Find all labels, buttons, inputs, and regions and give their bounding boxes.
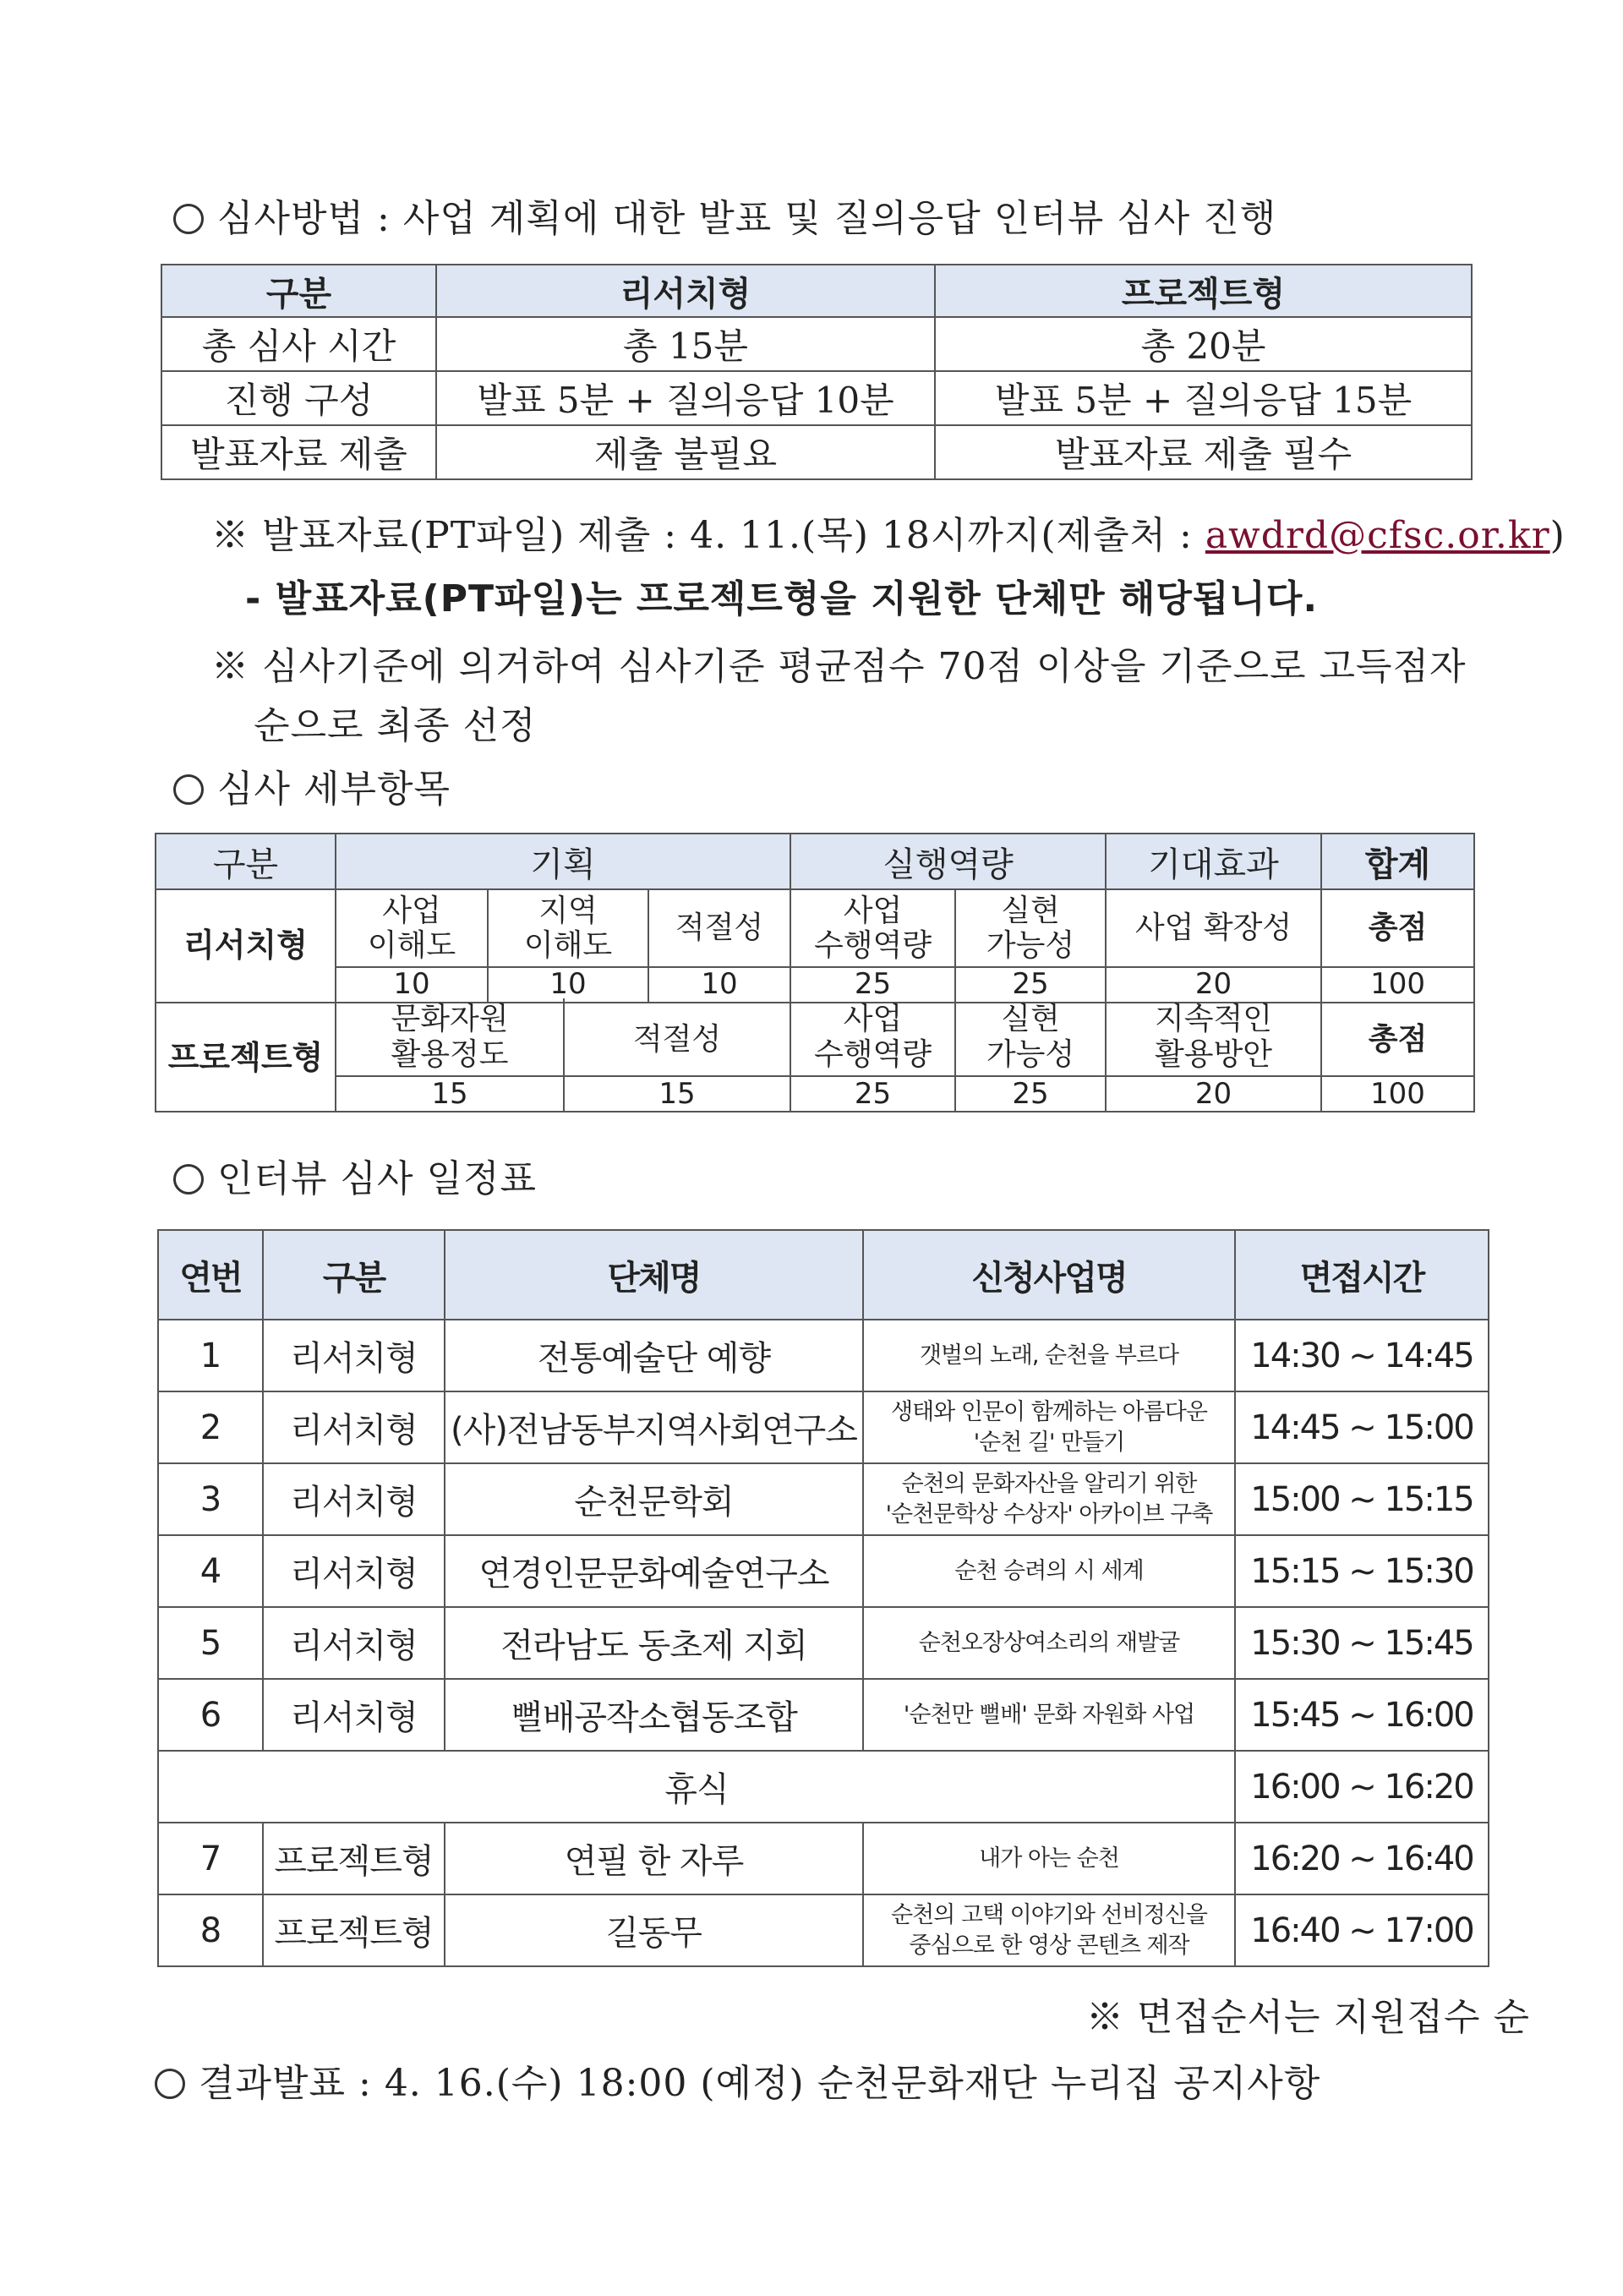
table-cell: 제출 불필요 [436, 425, 935, 479]
score-cell: 20 [1106, 967, 1321, 1003]
row-type: 리서치형 [263, 1679, 445, 1751]
score-cell: 25 [790, 967, 955, 1003]
table-row [161, 425, 1472, 479]
row-number: 2 [158, 1391, 263, 1463]
row-time: 16:40 ~ 17:00 [1235, 1894, 1489, 1966]
note-criteria-line2: 순으로 최종 선정 [254, 704, 537, 747]
row-time: 15:30 ~ 15:45 [1235, 1607, 1489, 1679]
table-row [158, 1607, 1489, 1679]
row-type: 리서치형 [263, 1320, 445, 1391]
table-header-row [161, 265, 1472, 317]
row-number: 8 [158, 1894, 263, 1966]
table-header: 구분 [263, 1230, 445, 1320]
table-header: 면접시간 [1235, 1230, 1489, 1320]
break-row [158, 1751, 1489, 1823]
table-cell: 적절성 [648, 889, 790, 967]
score-cell: 10 [336, 967, 488, 1003]
row-label: 리서치형 [156, 889, 336, 1003]
score-cell: 15 [564, 1076, 790, 1112]
score-cell: 20 [1106, 1076, 1321, 1112]
note-criteria-line1: ※ 심사기준에 의거하여 심사기준 평균점수 70점 이상을 기준으로 고득점자 [211, 645, 1467, 688]
row-number: 6 [158, 1679, 263, 1751]
row-number: 1 [158, 1320, 263, 1391]
row-number: 3 [158, 1463, 263, 1535]
table-row [161, 371, 1472, 425]
table-cell: 발표자료 제출 필수 [935, 425, 1472, 479]
score-cell: 15 [336, 1076, 564, 1112]
table-row [161, 317, 1472, 371]
row-business: 순천 승려의 시 세계 [863, 1535, 1235, 1607]
row-time: 15:15 ~ 15:30 [1235, 1535, 1489, 1607]
row-number: 4 [158, 1535, 263, 1607]
row-org: 전통예술단 예향 [445, 1320, 863, 1391]
circle-bullet-icon [155, 2069, 185, 2099]
table-cell: 총점 [1321, 889, 1474, 967]
table-cell: 사업 이해도 [336, 889, 488, 967]
table-header: 합계 [1321, 834, 1474, 889]
table-cell: 발표 5분 + 질의응답 15분 [935, 371, 1472, 425]
circle-bullet-icon [173, 1164, 204, 1194]
row-number: 5 [158, 1607, 263, 1679]
table-cell: 총 20분 [935, 317, 1472, 371]
row-org: 길동무 [445, 1894, 863, 1966]
table-cell: 지역 이해도 [488, 889, 648, 967]
row-business: 순천오장상여소리의 재발굴 [863, 1607, 1235, 1679]
criteria-table-project [155, 998, 1475, 1112]
section-result: 결과발표 : 4. 16.(수) 18:00 (예정) 순천문화재단 누리집 공지사항 [155, 2053, 1320, 2107]
row-business: 내가 아는 순천 [863, 1823, 1235, 1894]
table-row [158, 1823, 1489, 1894]
row-type: 프로젝트형 [263, 1823, 445, 1894]
table-row [158, 1391, 1489, 1463]
method-table [161, 264, 1473, 480]
table-header: 실행역량 [790, 834, 1106, 889]
table-header: 기대효과 [1106, 834, 1321, 889]
table-row [156, 889, 1474, 967]
table-header: 기획 [336, 834, 790, 889]
table-cell: 실현 가능성 [955, 889, 1106, 967]
table-header: 구분 [156, 834, 336, 889]
score-cell: 100 [1321, 1076, 1474, 1112]
break-time: 16:00 ~ 16:20 [1235, 1751, 1489, 1823]
row-org: 연필 한 자루 [445, 1823, 863, 1894]
score-cell: 100 [1321, 967, 1474, 1003]
section-schedule: 인터뷰 심사 일정표 [173, 1148, 537, 1202]
circle-bullet-icon [173, 204, 204, 234]
row-type: 리서치형 [263, 1607, 445, 1679]
row-label: 프로젝트형 [156, 998, 336, 1112]
section-method: 심사방법 : 사업 계획에 대한 발표 및 질의응답 인터뷰 심사 진행 [173, 188, 1276, 242]
row-org: 연경인문문화예술연구소 [445, 1535, 863, 1607]
table-cell: 지속적인 활용방안 [1106, 998, 1321, 1076]
circle-bullet-icon [173, 774, 204, 805]
table-cell: 총 심사 시간 [161, 317, 436, 371]
table-row [158, 1535, 1489, 1607]
row-type: 프로젝트형 [263, 1894, 445, 1966]
table-row [158, 1679, 1489, 1751]
table-cell: 총점 [1321, 998, 1474, 1076]
table-row [156, 998, 1474, 1076]
row-org: (사)전남동부지역사회연구소 [445, 1391, 863, 1463]
row-type: 리서치형 [263, 1535, 445, 1607]
note-order: ※ 면접순서는 지원접수 순 [1086, 1996, 1530, 2039]
table-header-row [158, 1230, 1489, 1320]
row-business: 갯벌의 노래, 순천을 부르다 [863, 1320, 1235, 1391]
row-business: '순천만 뻘배' 문화 자원화 사업 [863, 1679, 1235, 1751]
table-header: 신청사업명 [863, 1230, 1235, 1320]
section-detail: 심사 세부항목 [173, 758, 451, 812]
row-type: 리서치형 [263, 1391, 445, 1463]
score-row [156, 1076, 1474, 1112]
table-header: 리서치형 [436, 265, 935, 317]
table-cell: 문화자원 활용정도 [336, 998, 564, 1076]
schedule-table [157, 1229, 1489, 1967]
table-cell: 진행 구성 [161, 371, 436, 425]
score-cell: 10 [488, 967, 648, 1003]
table-cell: 발표자료 제출 [161, 425, 436, 479]
score-cell: 25 [955, 967, 1106, 1003]
table-header-row [156, 834, 1474, 889]
table-header: 연번 [158, 1230, 263, 1320]
row-time: 15:45 ~ 16:00 [1235, 1679, 1489, 1751]
row-business: 순천의 문화자산을 알리기 위한 '순천문학상 수상자' 아카이브 구축 [863, 1463, 1235, 1535]
table-header: 프로젝트형 [935, 265, 1472, 317]
score-cell: 10 [648, 967, 790, 1003]
row-business: 순천의 고택 이야기와 선비정신을 중심으로 한 영상 콘텐츠 제작 [863, 1894, 1235, 1966]
table-cell: 사업 확장성 [1106, 889, 1321, 967]
row-time: 16:20 ~ 16:40 [1235, 1823, 1489, 1894]
table-header: 구분 [161, 265, 436, 317]
table-header: 단체명 [445, 1230, 863, 1320]
row-business: 생태와 인문이 함께하는 아름다운 '순천 길' 만들기 [863, 1391, 1235, 1463]
table-cell: 실현 가능성 [955, 998, 1106, 1076]
table-cell: 적절성 [564, 998, 790, 1076]
row-org: 순천문학회 [445, 1463, 863, 1535]
row-time: 14:45 ~ 15:00 [1235, 1391, 1489, 1463]
row-time: 14:30 ~ 14:45 [1235, 1320, 1489, 1391]
table-cell: 총 15분 [436, 317, 935, 371]
criteria-table [155, 833, 1475, 1003]
row-time: 15:00 ~ 15:15 [1235, 1463, 1489, 1535]
row-org: 전라남도 동초제 지회 [445, 1607, 863, 1679]
note-submission-sub: - 발표자료(PT파일)는 프로젝트형을 지원한 단체만 해당됩니다. [245, 577, 1319, 620]
table-row [158, 1894, 1489, 1966]
score-cell: 25 [955, 1076, 1106, 1112]
table-cell: 발표 5분 + 질의응답 10분 [436, 371, 935, 425]
break-label: 휴식 [158, 1751, 1235, 1823]
table-cell: 사업 수행역량 [790, 998, 955, 1076]
row-org: 뻘배공작소협동조합 [445, 1679, 863, 1751]
email-link[interactable]: awdrd@cfsc.or.kr [1205, 514, 1550, 557]
table-cell: 사업 수행역량 [790, 889, 955, 967]
row-number: 7 [158, 1823, 263, 1894]
table-row [158, 1320, 1489, 1391]
table-row [158, 1463, 1489, 1535]
row-type: 리서치형 [263, 1463, 445, 1535]
score-row [156, 967, 1474, 1003]
score-cell: 25 [790, 1076, 955, 1112]
note-submission: ※ 발표자료(PT파일) 제출 : 4. 11.(목) 18시까지(제출처 : awdrd@cfsc.or.kr) [211, 514, 1566, 557]
